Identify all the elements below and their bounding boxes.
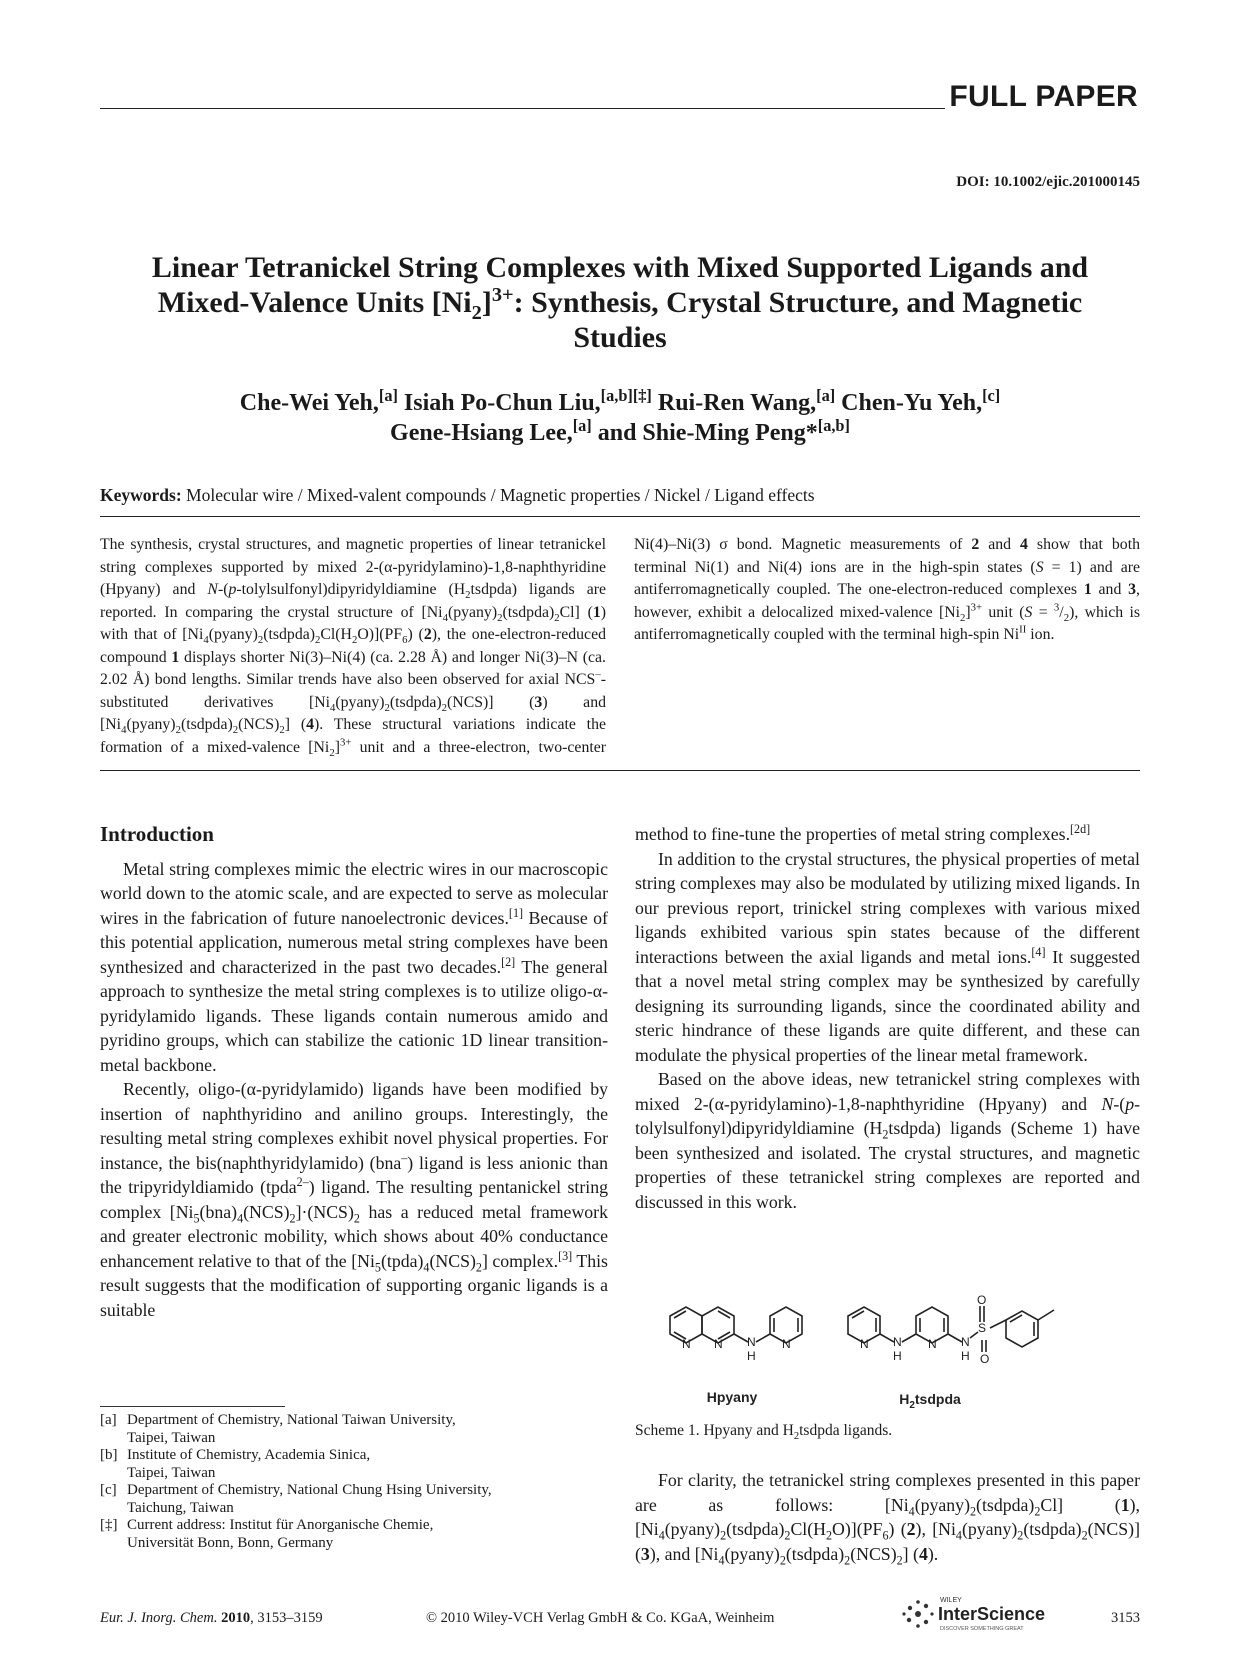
interscience-logo	[900, 1590, 1070, 1638]
keywords: Keywords: Molecular wire / Mixed-valent compounds / Magnetic properties / Nickel / Ligand effects	[100, 485, 815, 505]
author-list: Che-Wei Yeh,[a] Isiah Po-Chun Liu,[a,b][‡] Rui-Ren Wang,[a] Chen-Yu Yeh,[c] Gene-Hsiang Lee,[a] and Shie-Ming Peng*[a,b]	[239, 386, 1001, 446]
section-heading: Introduction	[100, 822, 214, 846]
footnote: [b] Institute of Chemistry, Academia Sinica, Taipei, Taiwan	[100, 1447, 371, 1481]
svg-text:N: N	[860, 1337, 869, 1351]
svg-text:DISCOVER SOMETHING GREAT: DISCOVER SOMETHING GREAT	[940, 1626, 1024, 1632]
copyright: © 2010 Wiley-VCH Verlag GmbH & Co. KGaA, Weinheim	[426, 1610, 775, 1626]
doi: DOI: 10.1002/ejic.201000145	[956, 174, 1140, 190]
author: Rui-Ren Wang,	[657, 390, 817, 416]
right-column-continued: For clarity, the tetranickel string complexes presented in this paper are as follows: $[Ni_4(pyany)_2(tsdpda)_2Cl]$ (1), $[Ni_4(pyany)_2(tsdpda)_2Cl(H_2O)](PF_6)$ (2), $[Ni_4(pyany)_2(tsdpda)_2(NCS)]$ (3), and $[Ni_4(pyany)_2(tsdpda)_2(NCS)_2]$ (4).	[635, 1470, 1140, 1568]
abstract: The synthesis, crystal structures, and magnetic properties of linear tetranickel string complexes supported by mixed 2-(α-pyridylamino)-1,8-naphthyridine (Hpyany) and N-(p-tolylsulfonyl)dipyridyldiamine $(H_2tsdpda)$ ligands are reported. In comparing the crystal structure of $[Ni_4(pyany)_2(tsdpda)_2Cl]$ (1) with that of $[Ni_4(pyany)_2(tsdpda)_2Cl(H_2O)](PF_6)$ (2), the one-electron-reduced compound 1 displays shorter Ni(3)–Ni(4) (ca. 2.28 Å) and longer Ni(3)–N (ca. 2.02 Å) bond lengths. Similar trends have also been observed for axial NCS–-substituted derivatives $[Ni_4(pyany)_2(tsdpda)_2(NCS)]$ (3) and $[Ni_4(pyany)_2(tsdpda)_2(NCS)_2]$ (4). These structural variations indicate the formation of a mixed-valence $[Ni_2]^{3+}$ unit and a three-electron, two-center Ni(4)–Ni(3) σ bond. Magnetic measurements of 2 and 4 show that both terminal Ni(1) and Ni(4) ions are in the high-spin states (S = 1) and are antiferromagnetically coupled. The one-electron-reduced complexes 1 and 3, however, exhibit a delocalized mixed-valence $[Ni_2]^{3+}$ unit $(S = ^3/_2)$, which is antiferromagnetically coupled with the terminal high-spin $Ni^{II}$ ion.	[100, 536, 1141, 759]
svg-text:WILEY: WILEY	[940, 1597, 962, 1604]
svg-text:H: H	[961, 1349, 970, 1363]
footnote-rule	[100, 1406, 285, 1407]
h2tsdpda-structure	[848, 1306, 1054, 1352]
svg-text:N: N	[928, 1337, 937, 1351]
author: Isiah Po-Chun Liu,	[403, 390, 601, 416]
svg-text:N: N	[682, 1337, 691, 1351]
journal-citation: Eur. J. Inorg. Chem. 2010, 3153–3159	[100, 1610, 323, 1626]
abstract-bottom-rule	[100, 770, 1140, 771]
svg-text:S: S	[978, 1321, 987, 1335]
svg-text:N: N	[893, 1335, 902, 1349]
author: Che-Wei Yeh,	[239, 390, 379, 416]
svg-text:N: N	[782, 1337, 791, 1351]
right-column: method to fine-tune the properties of metal string complexes.[2d] In addition to the crystal structures, the physical properties of metal string complexes may also be modulated by utilizing mixed ligands. In our previous report, trinickel string complexes with various mixed ligands exhibited various spin states because of the different interactions between the axial ligands and metal ions.[4] It suggested that a novel metal string complex may be synthesized by carefully designing its surrounding ligands, since the coordinated ability and steric hindrance of these ligands are quite different, and these can modulate the physical properties of the linear metal framework. Based on the above ideas, new tetranickel string complexes with mixed 2-(α-pyridylamino)-1,8-naphthyridine (Hpyany) and N-(p-tolylsulfonyl)dipyridyldiamine $(H_2tsdpda)$ ligands (Scheme 1) have been synthesized and isolated. The crystal structures, and magnetic properties of these tetranickel string complexes are reported and discussed in this work.	[635, 822, 1140, 1212]
svg-text:O: O	[977, 1293, 987, 1307]
svg-text:N: N	[714, 1337, 723, 1351]
author: Chen-Yu Yeh,	[841, 390, 983, 416]
hpyany-label: Hpyany	[706, 1389, 758, 1405]
scheme-caption: Scheme 1. Hpyany and $H_2tsdpda$ ligands.	[635, 1422, 893, 1443]
svg-text:N: N	[961, 1335, 970, 1349]
svg-text:O: O	[980, 1352, 990, 1366]
scheme-ligand-structures	[660, 1288, 1120, 1428]
article-title: Linear Tetranickel String Complexes with Mixed Supported Ligands and Mixed-Valence Units $[Ni_2]^{3+}$: Synthesis, Crystal Structure, and Magnetic Studies	[151, 251, 1089, 354]
footnote: [‡] Current address: Institut für Anorganische Chemie, Universität Bonn, Bonn, Germany	[100, 1517, 434, 1551]
h2tsdpda-label: $H_2tsdpda$	[899, 1391, 961, 1411]
svg-text:H: H	[893, 1349, 902, 1363]
footnote: [c] Department of Chemistry, National Chung Hsing University, Taichung, Taiwan	[100, 1482, 492, 1516]
page-number: 3153	[1111, 1610, 1140, 1626]
svg-text:N: N	[747, 1335, 756, 1349]
author: and Shie-Ming Peng*	[597, 420, 818, 446]
footnote: [a] Department of Chemistry, National Taiwan University, Taipei, Taiwan	[100, 1412, 456, 1446]
svg-text:InterScience: InterScience	[938, 1604, 1046, 1624]
author: Gene-Hsiang Lee,	[390, 420, 573, 446]
svg-text:H: H	[747, 1349, 756, 1363]
left-column: Introduction Metal string complexes mimic the electric wires in our macroscopic world down to the atomic scale, and are expected to serve as molecular wires in the fabrication of future nanoelectronic devices.[1] Because of this potential application, numerous metal string complexes have been synthesized and characterized in the past two decades.[2] The general approach to synthesize the metal string complexes is to utilize oligo-α-pyridylamido ligands. These ligands contain numerous amido and pyridino groups, which can stabilize the cationic 1D linear transition-metal backbone. Recently, oligo-(α-pyridylamido) ligands have been modified by insertion of naphthyridino and anilino groups. Interestingly, the resulting metal string complexes exhibit novel physical properties. For instance, the bis(naphthyridylamido) (bna–) ligand is less anionic than the tripyridyldiamido (tpda$^{2-}$) ligand. The resulting pentanickel string complex $[Ni_5(bna)_4(NCS)_2]\cdot(NCS)_2$ has a reduced metal framework and greater electronic mobility, which shows about 40% conductance enhancement relative to that of the $[Ni_5(tpda)_4(NCS)_2]$ complex.[3] This result suggests that the modification of supporting organic ligands is a suitable	[100, 822, 609, 1320]
hpyany-atom-labels	[682, 1335, 791, 1363]
header-rule	[100, 108, 945, 109]
abstract-top-rule	[100, 516, 1140, 517]
section-label: FULL PAPER	[949, 80, 1138, 113]
affiliations	[100, 1412, 608, 1552]
